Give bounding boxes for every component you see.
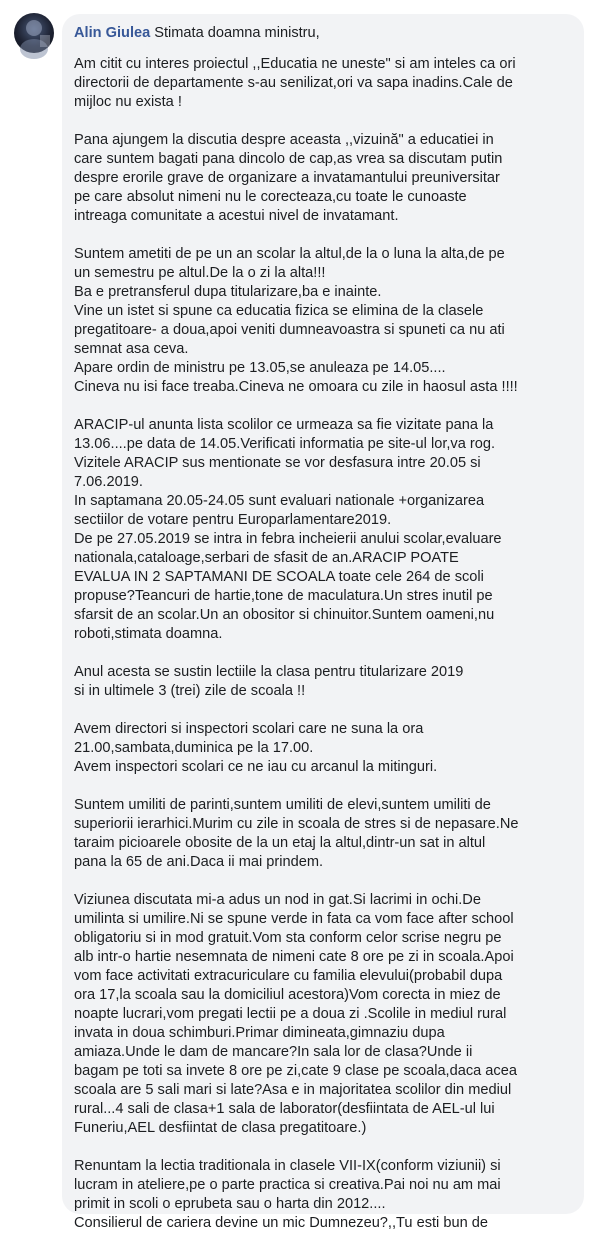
comment-paragraph-3: Suntem ametiti de pe un an scolar la altul,de la o luna la alta,de pe un semestru pe altul.De la o zi la alta!!! Ba e pretransferul dupa titularizare,ba e inainte. Vine un istet si spune ca educatia fizica se elimina de la clasele pregatitoare- a doua,apoi veniti dumneavoastra si spuneti ca nu ati semnat asa ceva. Apare ordin de ministru pe 13.05,se anuleaza pe 14.05.... Cineva nu isi face treaba.Cineva ne omoara cu zile in haosul asta !!!! — [74, 246, 518, 395]
author-name-link[interactable]: Alin Giulea — [74, 25, 151, 41]
comment-paragraph-2: Pana ajungem la discutia despre aceasta ,,vizuină" a educatiei in care suntem bagati pana dincolo de cap,as vrea sa discutam putin despre erorile grave de organizare a invatamantului preuniversitar pe care absolut nimeni nu le corecteaza,cu toate le cunoaste intreaga comunitate a acestui nivel de invatamant. — [74, 132, 503, 224]
comment-paragraph-9: Renuntam la lectia traditionala in clasele VII-IX(conform viziunii) si lucram in ateliere,pe o parte practica si creativa.Pai noi nu am mai primit in scoli o eprubeta sau o harta din 2012.... Consilierul de cariera devine un mic Dumnezeu?,,Tu esti bun de — [74, 1158, 501, 1231]
comment-paragraph-5: Anul acesta se sustin lectiile la clasa pentru titularizare 2019 si in ultimele 3 (trei) zile de scoala !! — [74, 664, 464, 699]
avatar[interactable] — [14, 13, 54, 53]
comment-paragraph-6: Avem directori si inspectori scolari care ne suna la ora 21.00,sambata,duminica pe la 17.00. Avem inspectori scolari ce ne iau cu arcanul la mitinguri. — [74, 721, 438, 775]
comment-paragraph-4: ARACIP-ul anunta lista scolilor ce urmeaza sa fie vizitate pana la 13.06....pe data de 14.05.Verificati informatia pe site-ul lor,va rog. Vizitele ARACIP sus mentionate se vor desfasura intre 20.05 si 7.06.2019. In saptamana 20.05-24.05 sunt evaluari nationale +organizarea sectiilor de votare pentru Europarlamentare2019. De pe 27.05.2019 se intra in febra incheierii anului scolar,evaluare nationala,cataloage,serbari de sfasit de an.ARACIP POATE EVALUA IN 2 SAPTAMANI DE SCOALA toate cele 264 de scoli propuse?Teancuri de hartie,tone de maculatura.Un stres inutil pe sfarsit de an scolar.Un an obositor si chinuitor.Suntem oameni,nu roboti,stimata doamna. — [74, 417, 502, 642]
greeting-text: Stimata doamna ministru, — [154, 25, 320, 41]
comment-paragraph-8: Viziunea discutata mi-a adus un nod in gat.Si lacrimi in ochi.De umilinta si umilire.Ni se spune verde in fata ca vom face after school obligatoriu si in mod gratuit.Vom sta conform celor scrise negru pe alb intr-o hartie nesemnata de nimeni cate 8 ore pe zi in scoala.Apoi vom face activitati extracuriculare cu familia elevului(probabil dupa ora 17,la scoala sau la domiciliul acestora)Vom corecta in miez de noapte lucrari,vom pregati lectii pe a doua zi .Scolile in mediul rural invata in doua schimburi.Primar dimineata,gimnaziu dupa amiaza.Unde le dam de mancare?In sala lor de clasa?Unde ii bagam pe toti sa invete 8 ore pe zi,cate 9 clase pe scoala,daca acea scoala are 5 sali mari si late?Asa e in majoritatea scolilor din mediul rural...4 sali de clasa+1 sala de laborator(desfiintata de AEL-ul lui Funeriu,AEL desfiintat de clasa pregatitoare.) — [74, 892, 517, 1136]
comment-bubble — [62, 14, 584, 1231]
comment-paragraph-1: Am citit cu interes proiectul ,,Educatia ne uneste" si am inteles ca ori directorii de departamente s-au senilizat,ori va sapa inadins.Cale de mijloc nu exista ! — [74, 56, 516, 110]
comment-paragraph-7: Suntem umiliti de parinti,suntem umiliti de elevi,suntem umiliti de superiorii ierarhici.Murim cu zile in scoala de stres si de nepasare.Ne taraim picioarele obosite de la un etaj la altul,dintr-un sat in altul pana la 65 de ani.Daca ii mai prindem. — [74, 797, 519, 870]
user-photo-icon — [14, 13, 54, 53]
comment-header — [74, 24, 572, 43]
